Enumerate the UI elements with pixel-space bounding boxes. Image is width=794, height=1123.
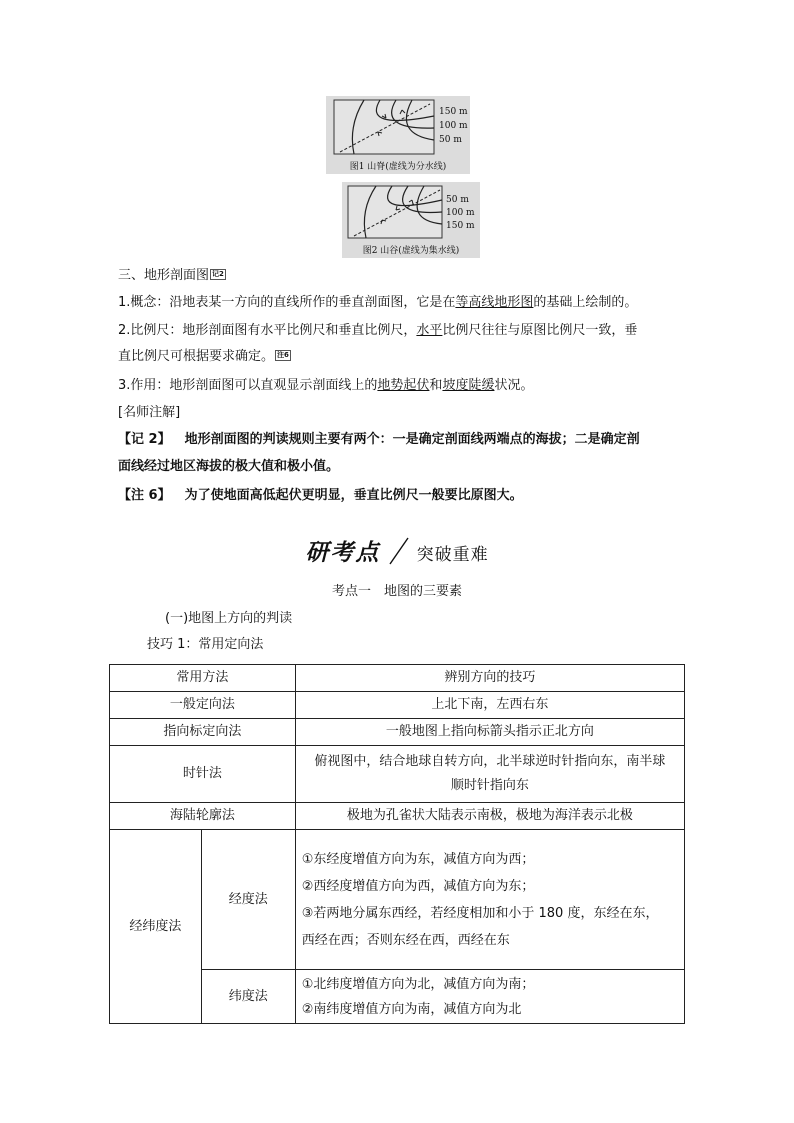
figure-caption: 图1 山脊(虚线为分水线)	[349, 162, 447, 172]
valley-contour-map	[342, 182, 480, 244]
skill-title: 技巧 1：常用定向法	[147, 637, 264, 652]
notes-header: [名师注解]	[118, 405, 181, 420]
section-banner	[0, 534, 794, 567]
table-cell-submethod: 纬度法	[201, 970, 295, 1024]
note-tag: 记2	[212, 270, 224, 278]
section-title-text: 三、地形剖面图	[118, 268, 210, 283]
table-cell-method: 经纬度法	[110, 830, 202, 1024]
paragraph-scale	[118, 319, 637, 343]
subheading: (一)地图上方向的判读	[165, 611, 293, 626]
note-tag: 注6	[277, 351, 289, 359]
section-title	[118, 264, 226, 288]
underlined-term: 等高线地形图	[455, 295, 534, 310]
note-ji2	[118, 428, 640, 452]
contour-label: 100 m	[439, 121, 468, 131]
text: 比例尺往往与原图比例尺一致，垂	[442, 323, 638, 338]
note-label: 【记 2】	[118, 432, 171, 447]
table-header: 常用方法	[110, 665, 296, 692]
kaodian-title: 考点一 地图的三要素	[331, 584, 462, 599]
text: 和	[429, 378, 443, 393]
contour-label: 150 m	[439, 107, 468, 117]
figure-caption: 图2 山谷(虚线为集水线)	[362, 246, 460, 256]
table-cell-submethod: 经度法	[201, 830, 295, 970]
text: 的基础上绘制的。	[533, 295, 638, 310]
direction-methods-table	[109, 664, 685, 1024]
underlined-term: 坡度陡缓	[442, 378, 495, 393]
banner-main: 研考点	[305, 540, 381, 566]
text: 1.概念：沿地表某一方向的直线所作的垂直剖面图，它是在	[118, 295, 456, 310]
slash-divider-icon	[386, 536, 412, 566]
table-cell-method: 一般定向法	[110, 692, 296, 719]
contour-label: 150 m	[446, 221, 475, 231]
table-cell-method: 指向标定向法	[110, 719, 296, 746]
text: 3.作用：地形剖面图可以直观显示剖面线上的	[118, 378, 378, 393]
technique-line: ①东经度增值方向为东，减值方向为西；	[301, 851, 535, 867]
technique-line: 顺时针指向东	[450, 778, 529, 793]
note-text: 为了使地面高低起伏更明显，垂直比例尺一般要比原图大。	[184, 488, 523, 503]
technique-line: ②西经度增值方向为西，减值方向为东；	[301, 878, 535, 894]
table-cell-technique	[295, 970, 684, 1024]
text: 直比例尺可根据要求确定。	[118, 349, 275, 364]
table-cell-technique	[295, 746, 684, 803]
text: 状况。	[494, 378, 534, 393]
ridge-contour-map	[326, 96, 470, 160]
figure-valley	[342, 182, 480, 258]
underlined-term: 地势起伏	[377, 378, 430, 393]
note-zhu6	[118, 484, 523, 508]
technique-line: ③若两地分属东西经，若经度相加和小于 180 度，东经在东，	[301, 905, 659, 921]
underlined-term: 水平	[416, 323, 443, 338]
banner-sub: 突破重难	[416, 545, 489, 565]
figure-ridge	[326, 96, 470, 174]
paragraph-function	[118, 374, 533, 398]
technique-line: 西经在西；否则东经在西，西经在东	[301, 932, 510, 948]
table-cell-technique: 极地为孔雀状大陆表示南极，极地为海洋表示北极	[295, 803, 684, 830]
technique-line: 俯视图中，结合地球自转方向，北半球逆时针指向东，南半球	[314, 754, 666, 769]
contour-label: 50 m	[446, 195, 469, 205]
contour-label: 50 m	[439, 135, 462, 145]
table-cell-technique: 一般地图上指向标箭头指示正北方向	[295, 719, 684, 746]
technique-line: ①北纬度增值方向为北，减值方向为南；	[301, 976, 535, 992]
table-cell-method: 海陆轮廓法	[110, 803, 296, 830]
technique-line: ②南纬度增值方向为南，减值方向为北	[301, 1001, 522, 1017]
note-text: 地形剖面图的判读规则主要有两个：一是确定剖面线两端点的海拔；二是确定剖	[184, 432, 640, 447]
table-cell-method: 时针法	[110, 746, 296, 803]
table-cell-technique	[295, 830, 684, 970]
paragraph-scale-cont	[118, 345, 291, 369]
paragraph-concept	[118, 291, 637, 315]
contour-label: 100 m	[446, 208, 475, 218]
note-ji2-cont: 面线经过地区海拔的极大值和极小值。	[118, 459, 340, 474]
table-cell-technique: 上北下南，左西右东	[295, 692, 684, 719]
text: 2.比例尺：地形剖面图有水平比例尺和垂直比例尺，	[118, 323, 417, 338]
note-label: 【注 6】	[118, 488, 171, 503]
table-header: 辨别方向的技巧	[295, 665, 684, 692]
